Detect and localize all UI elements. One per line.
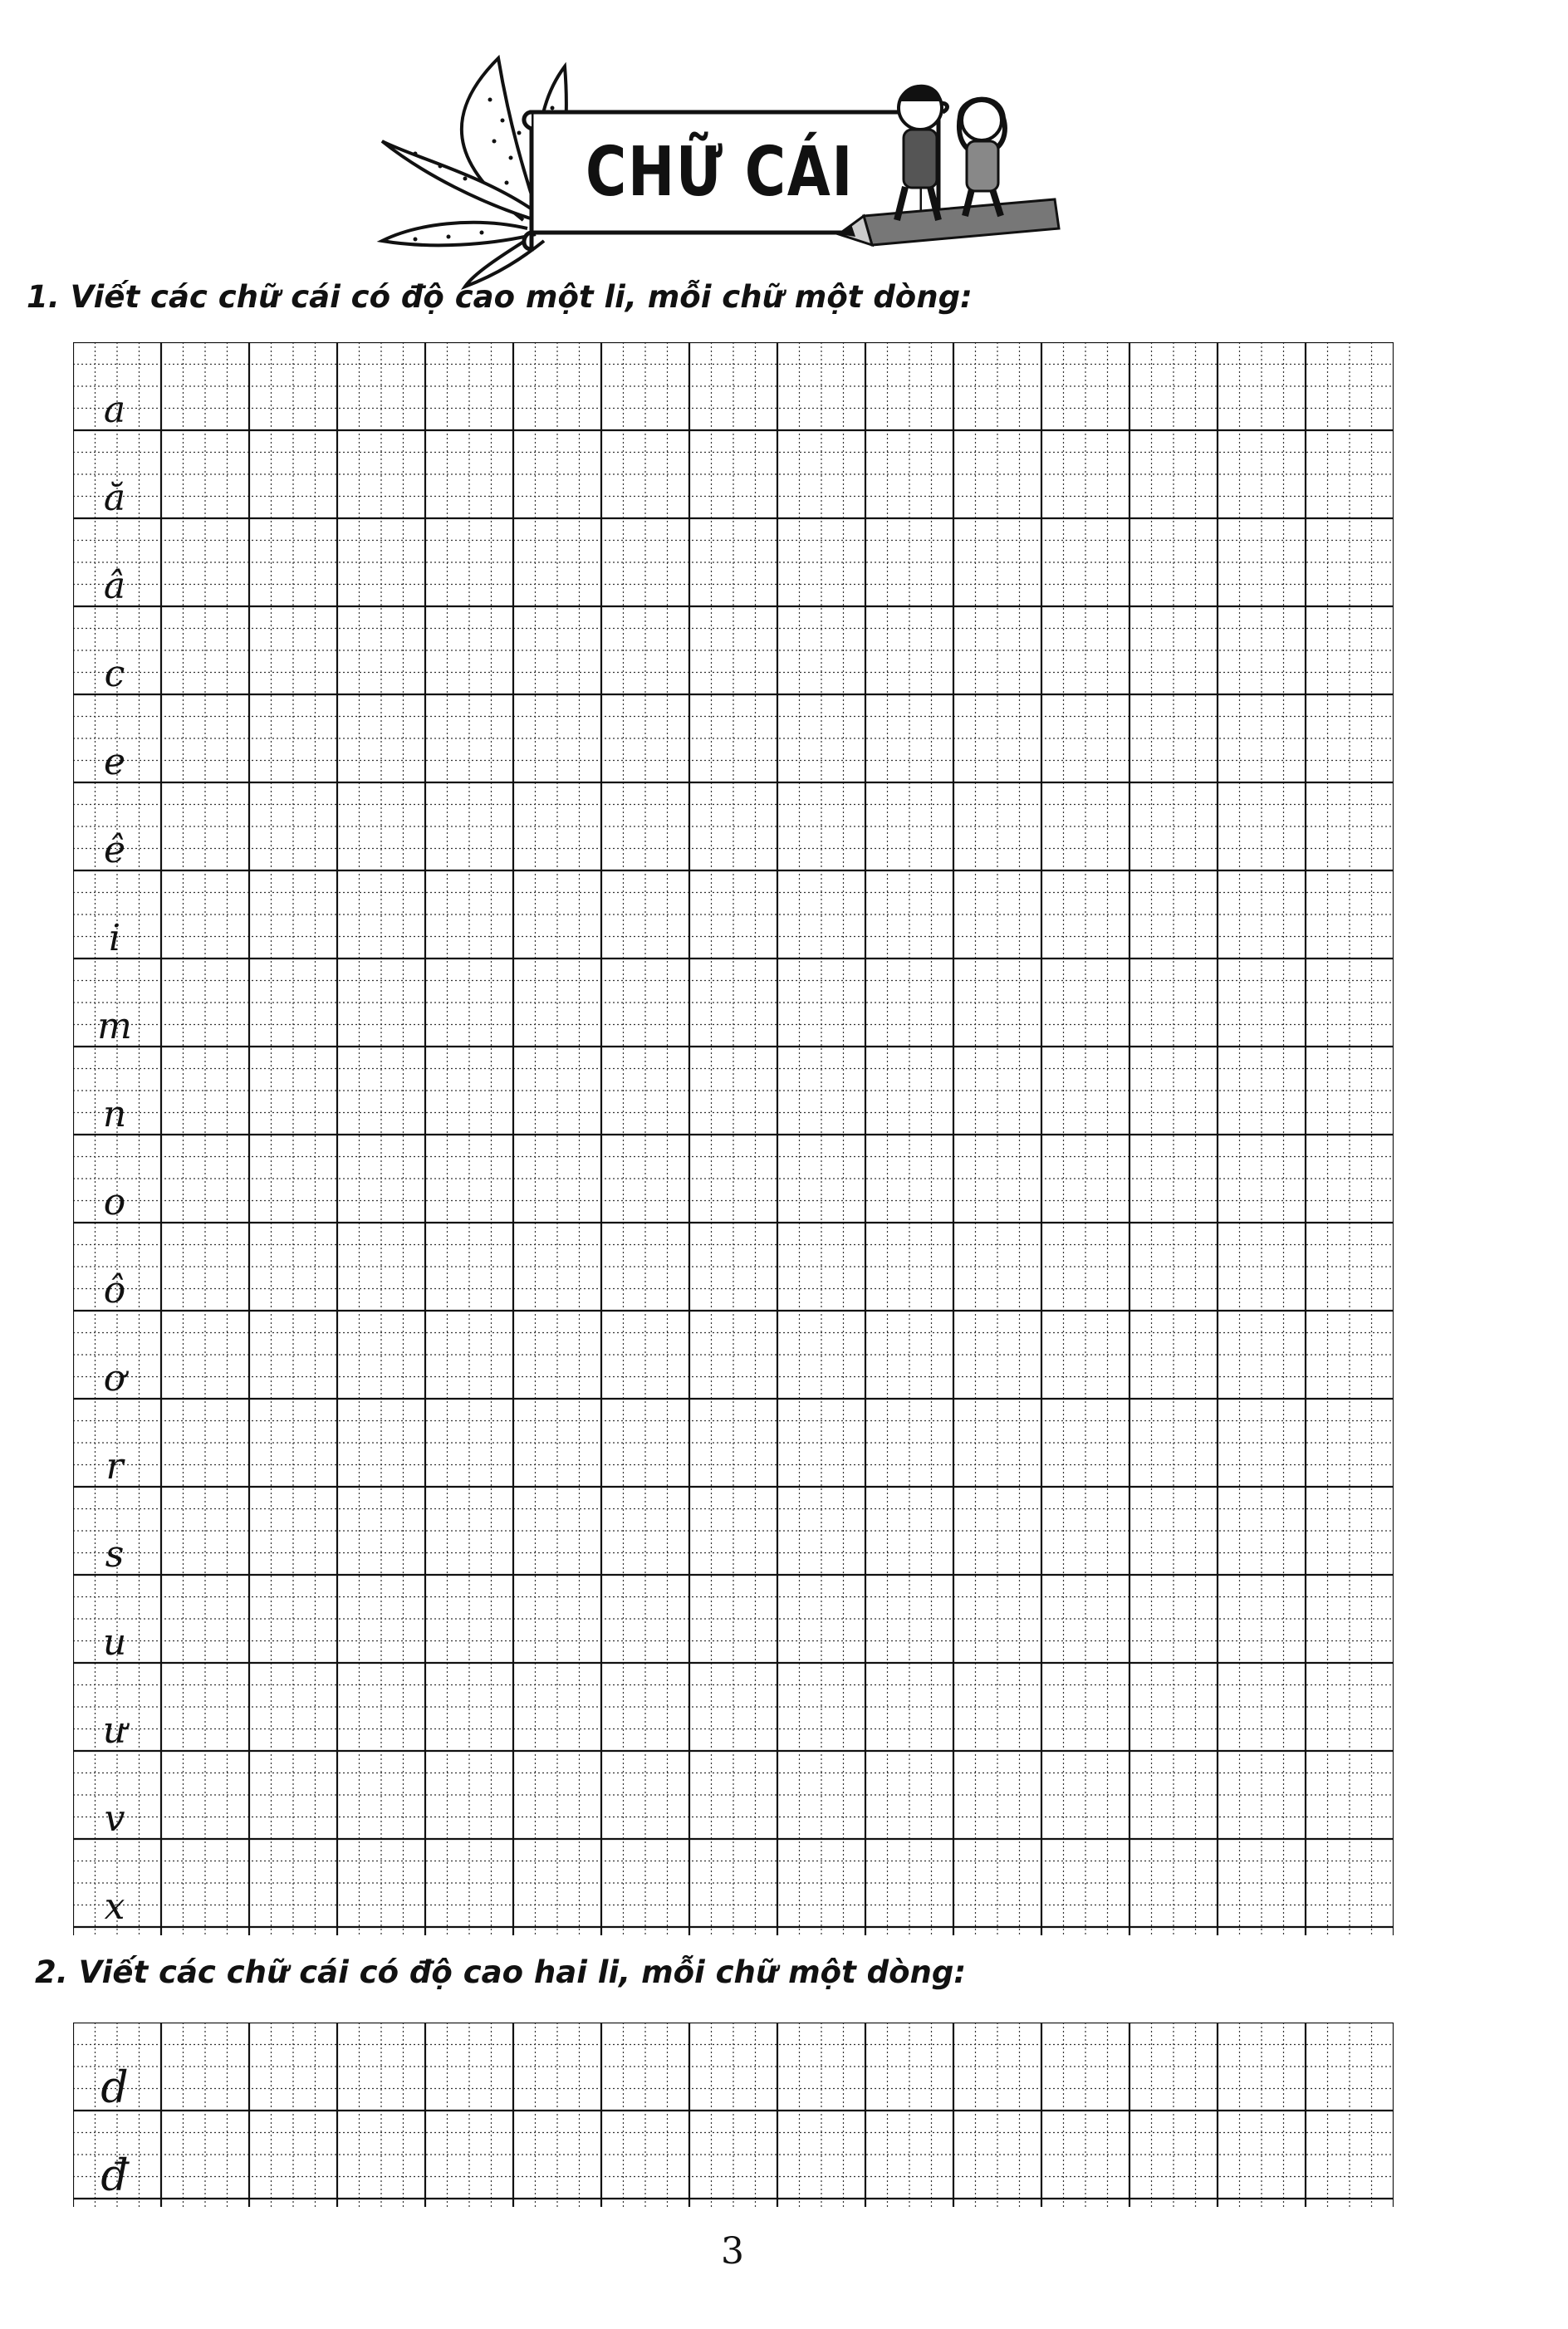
one-li-letter: a (103, 389, 126, 431)
one-li-letter: s (105, 1533, 125, 1576)
one-li-letter: e (103, 741, 126, 783)
one-li-letter: c (104, 653, 125, 695)
two-li-letter: đ (100, 2151, 129, 2201)
one-li-letter: ư (102, 1709, 127, 1752)
page-title: CHỮ CÁI (586, 133, 855, 212)
one-li-letter: o (103, 1181, 126, 1223)
one-li-letter: ơ (103, 1357, 126, 1400)
one-li-letter: v (104, 1797, 125, 1840)
one-li-letter: â (103, 565, 126, 607)
exercise-2-heading: 2. Viết các chữ cái có độ cao hai li, mỗi chữ một dòng: (35, 1954, 967, 1990)
two-li-letter: d (100, 2063, 129, 2113)
page-number: 3 (721, 2230, 744, 2273)
one-li-letter: ô (103, 1269, 126, 1312)
one-li-letter: ă (103, 477, 126, 519)
exercise-1-heading: 1. Viết các chữ cái có độ cao một li, mỗi chữ một dòng: (27, 279, 973, 315)
one-li-letter: x (104, 1885, 125, 1928)
one-li-letter: u (102, 1621, 127, 1664)
one-li-letter: i (108, 917, 121, 959)
writing-grid-one-li[interactable] (73, 342, 1394, 1935)
one-li-letter: n (102, 1093, 127, 1135)
one-li-letter: r (105, 1445, 124, 1488)
one-li-letter: ê (103, 829, 126, 871)
writing-grid-two-li[interactable] (73, 2023, 1394, 2207)
one-li-letter: m (97, 1005, 132, 1047)
